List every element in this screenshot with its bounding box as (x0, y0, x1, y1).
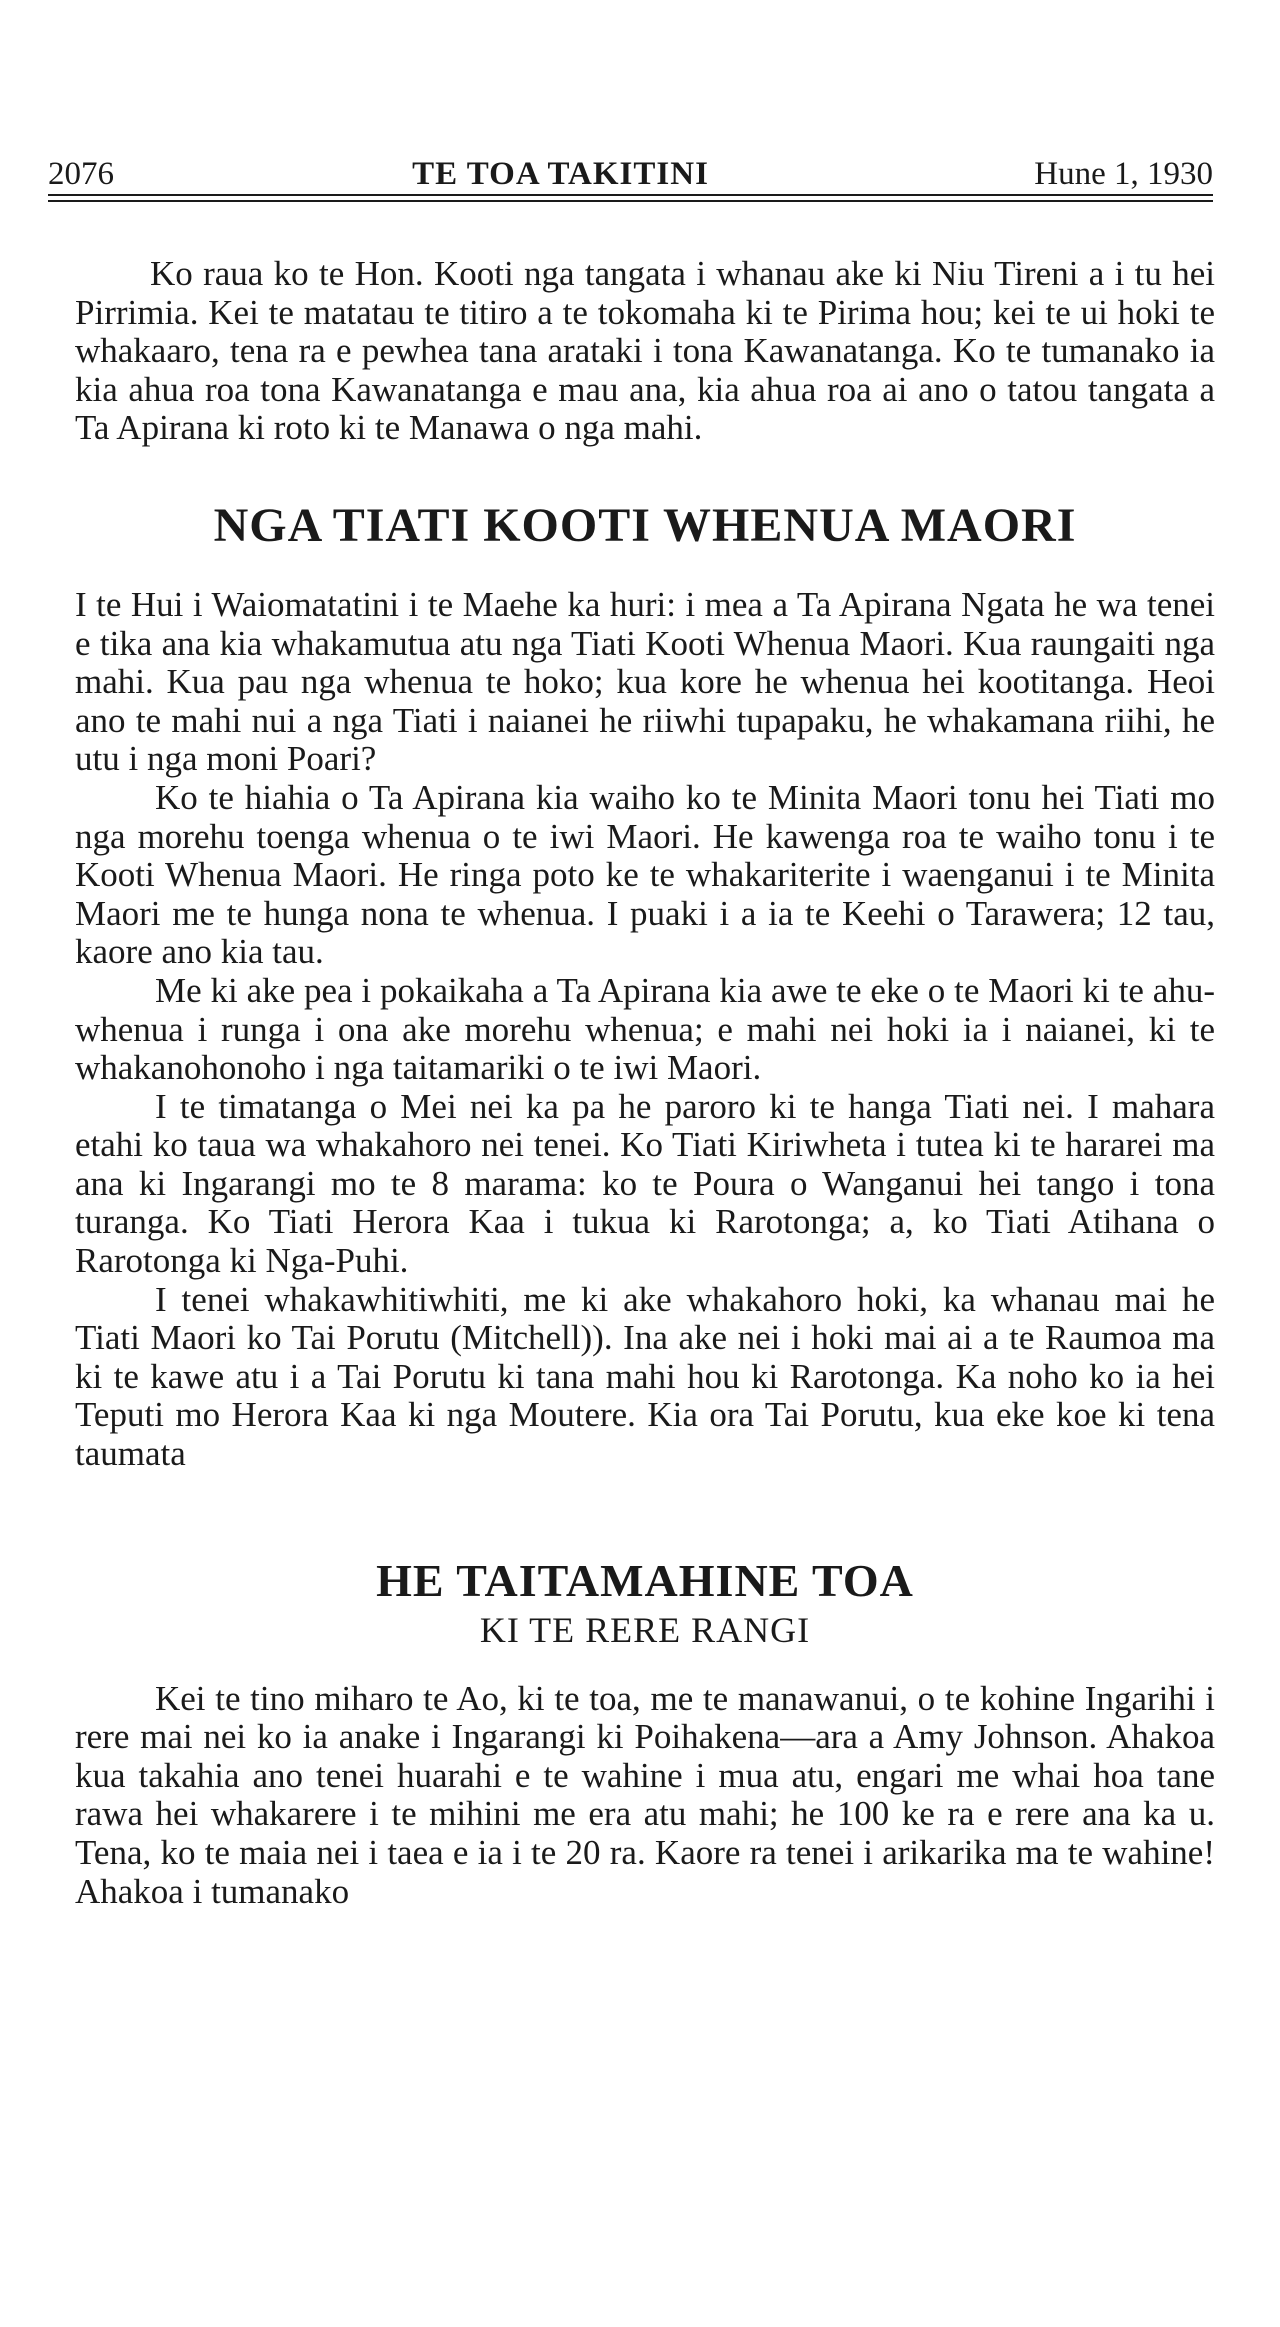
page-header (48, 152, 1213, 192)
section1-paragraph-4: I te timatanga o Mei nei ka pa he paroro ki te hanga Tiati nei. I mahara etahi ko taua wa whakahoro nei tenei. Ko Tiati Kiriwheta i tutea ki te hararei ma ana ki Ingarangi mo te 8 marama: ko te Poura o Wanganui hei tango i tona turanga. Ko Tiati Herora Kaa i tukua ki Rarotonga; a, ko Tiati Atihana o Rarotonga ki Nga-Puhi. (75, 1086, 1215, 1281)
section2-paragraph-1: Kei te tino miharo te Ao, ki te toa, me te manawanui, o te kohine Ingarihi i rere mai nei ko ia anake i Ingarangi ki Poihakena—ara a Amy Johnson. Ahakoa kua takahia ano tenei huarahi e te wahine i mua atu, engari me whai hoa tane rawa hei whakarere i te mihini me era atu mahi; he 100 ke ra e rere ana ka u. Tena, ko te maia nei i taea e ia i te 20 ra. Kaore ra tenei i arikarika ma te wahine! Ahakoa i tumanako (75, 1678, 1215, 1911)
intro-paragraph: Ko raua ko te Hon. Kooti nga tangata i whanau ake ki Niu Tireni a i tu hei Pirrimia. Kei te matatau te titiro a te tokomaha ki te Pirima hou; kei te ui hoki te whakaaro, tena ra e pewhea tana arataki i tona Kawanatanga. Ko te tumanako ia kia ahua roa tona Kawanatanga e mau ana, kia ahua roa ai ano o tatou tangata a Ta Apirana ki roto ki te Manawa o nga mahi. (75, 254, 1215, 448)
header-rule-top (48, 194, 1213, 196)
publication-title: TE TOA TAKITINI (412, 156, 709, 192)
header-rule-bottom (48, 200, 1213, 202)
page-number: 2076 (48, 156, 114, 192)
section1-paragraph-2: Ko te hiahia o Ta Apirana kia waiho ko te Minita Maori tonu hei Tiati mo nga morehu toenga whenua o te iwi Maori. He kawenga roa te waiho tonu i te Kooti Whenua Maori. He ringa poto ke te whakariterite i waenganui i te Minita Maori me te hunga nona te whenua. I puaki i a ia te Keehi o Tarawera; 12 tau, kaore ano kia tau. (75, 777, 1215, 972)
section1-paragraph-1: I te Hui i Waiomatatini i te Maehe ka huri: i mea a Ta Apirana Ngata he wa tenei e tika ana kia whakamutua atu nga Tiati Kooti Whenua Maori. Kua raungaiti nga mahi. Kua pau nga whenua te hoko; kua kore he whenua hei kootitanga. Heoi ano te mahi nui a nga Tiati i naianei he riiwhi tupapaku, he whakamana riihi, he utu i nga moni Poari? (75, 584, 1215, 779)
section-heading-tiati: NGA TIATI KOOTI WHENUA MAORI (213, 498, 1077, 552)
section-subheading: KI TE RERE RANGI (479, 1609, 811, 1650)
issue-date: Hune 1, 1930 (1034, 156, 1213, 192)
article-body (75, 255, 1215, 1911)
section1-paragraph-5: I tenei whakawhitiwhiti, me ki ake whakahoro hoki, ka whanau mai he Tiati Maori ko Tai Porutu (Mitchell)). Ina ake nei i hoki mai ai a te Raumoa ma ki te kawe atu i a Tai Porutu ki tana mahi hou ki Rarotonga. Ka noho ko ia hei Teputi mo Herora Kaa ki nga Moutere. Kia ora Tai Porutu, kua eke koe ki tena taumata (75, 1279, 1215, 1474)
section-heading-taitamahine: HE TAITAMAHINE TOA (376, 1554, 914, 1606)
section1-paragraph-3: Me ki ake pea i pokaikaha a Ta Apirana kia awe te eke o te Maori ki te ahu-whenua i runga i ona ake morehu whenua; e mahi nei hoki ia i naianei, ki te whakanohonoho i nga taitamariki o te iwi Maori. (75, 970, 1215, 1088)
